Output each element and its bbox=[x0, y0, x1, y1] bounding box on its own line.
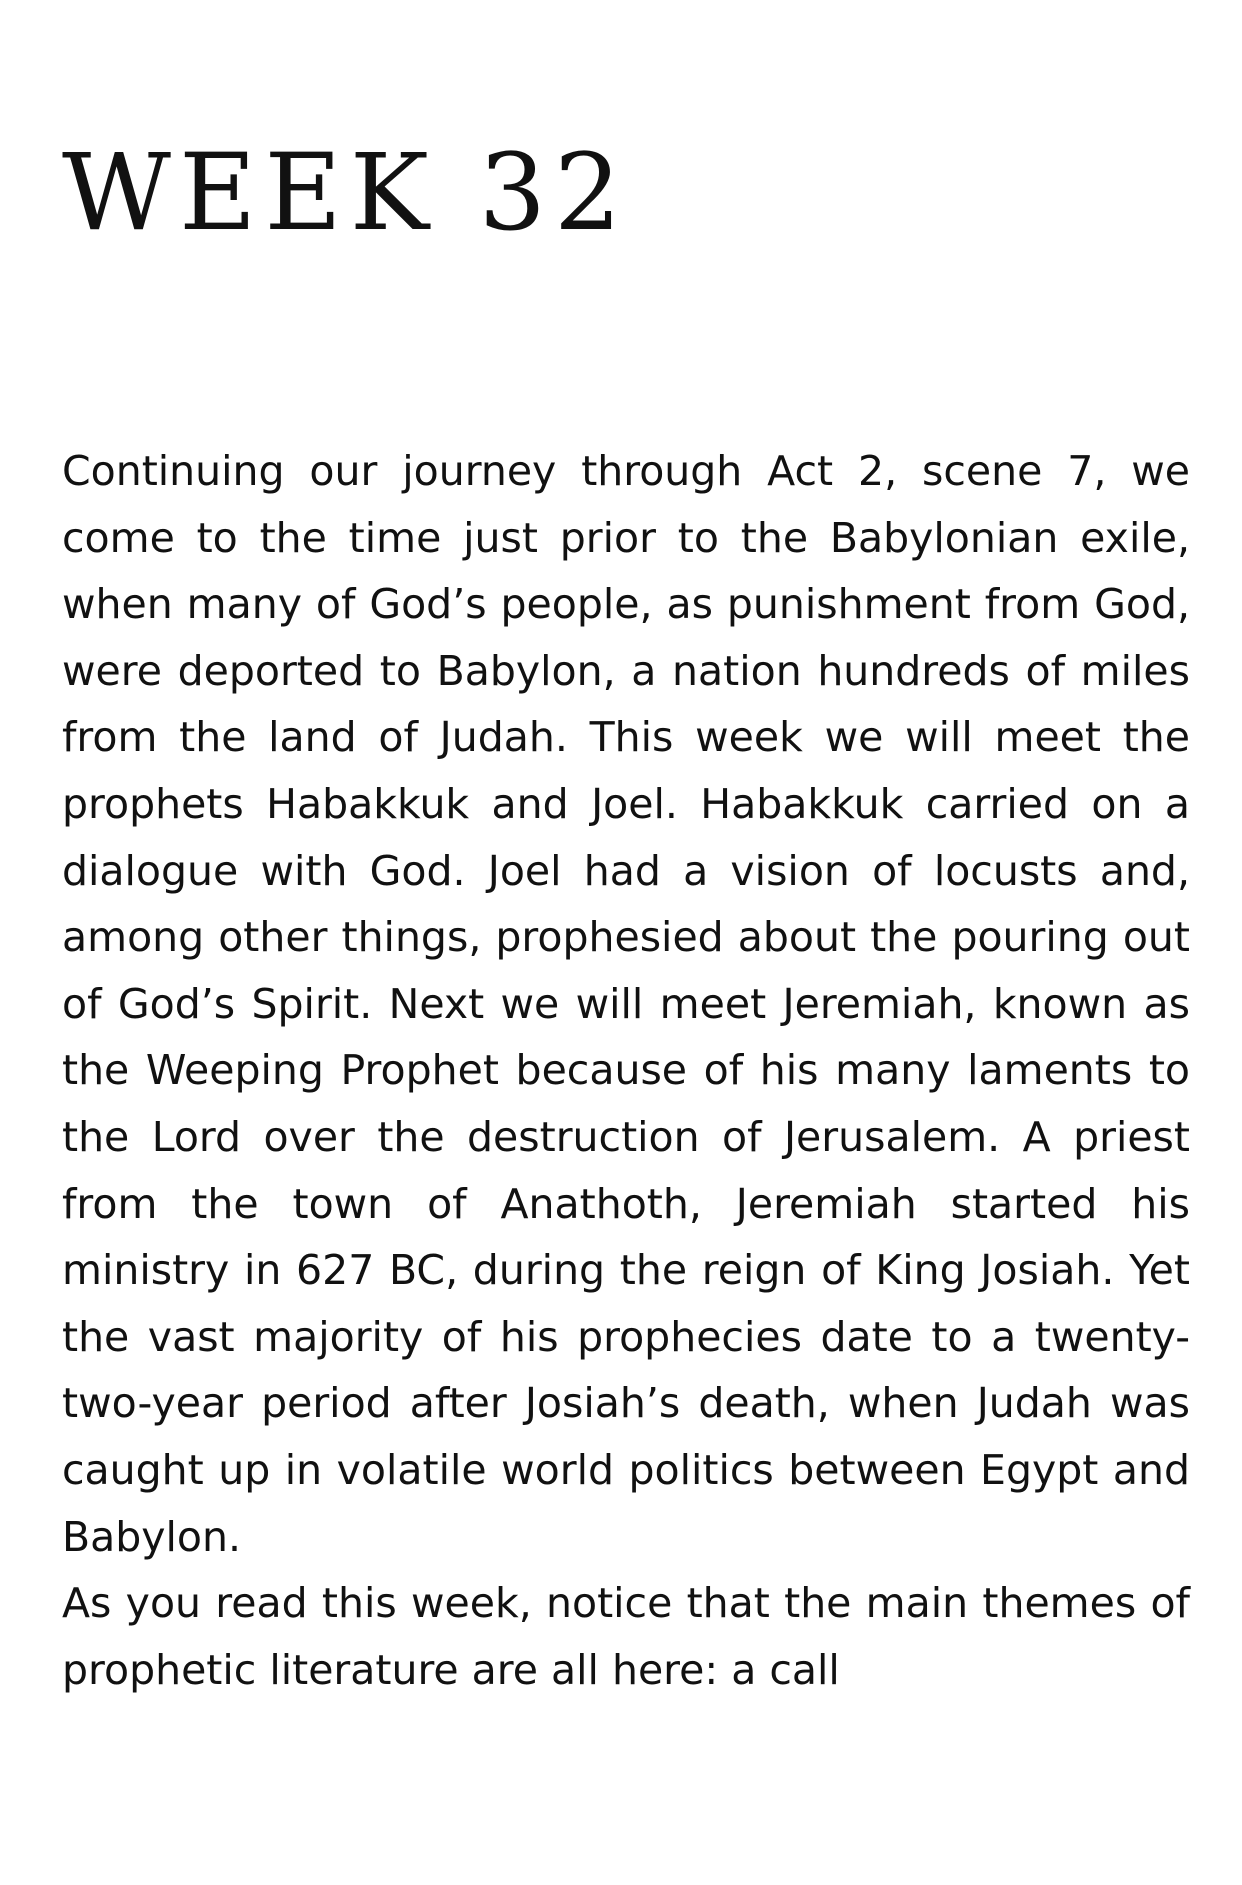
chapter-heading: WEEK 32 bbox=[62, 131, 630, 254]
paragraph-2: As you read this week, notice that the main themes of prophetic literature are all here: a call bbox=[62, 1579, 1190, 1694]
paragraph-1: Continuing our journey through Act 2, scene 7, we come to the time just prior to the Babylonian exile, when many of God’s people, as punishment from God, were deported to Babylon, a nation hundreds of miles from the land of Judah. This week we will meet the prophets Habakkuk and Joel. Habakkuk carried on a dialogue with God. Joel had a vision of locusts and, among other things, prophesied about the pouring out of God’s Spirit. Next we will meet Jeremiah, known as the Weeping Prophet because of his many laments to the Lord over the destruction of Jerusalem. A priest from the town of Anathoth, Jeremiah started his ministry in 627 BC, during the reign of King Josiah. Yet the vast majority of his prophecies date to a twenty-two-year period after Josiah’s death, when Judah was caught up in volatile world politics between Egypt and Babylon. bbox=[62, 447, 1190, 1561]
book-page bbox=[62, 0, 1190, 1885]
body-text bbox=[62, 438, 1190, 1703]
